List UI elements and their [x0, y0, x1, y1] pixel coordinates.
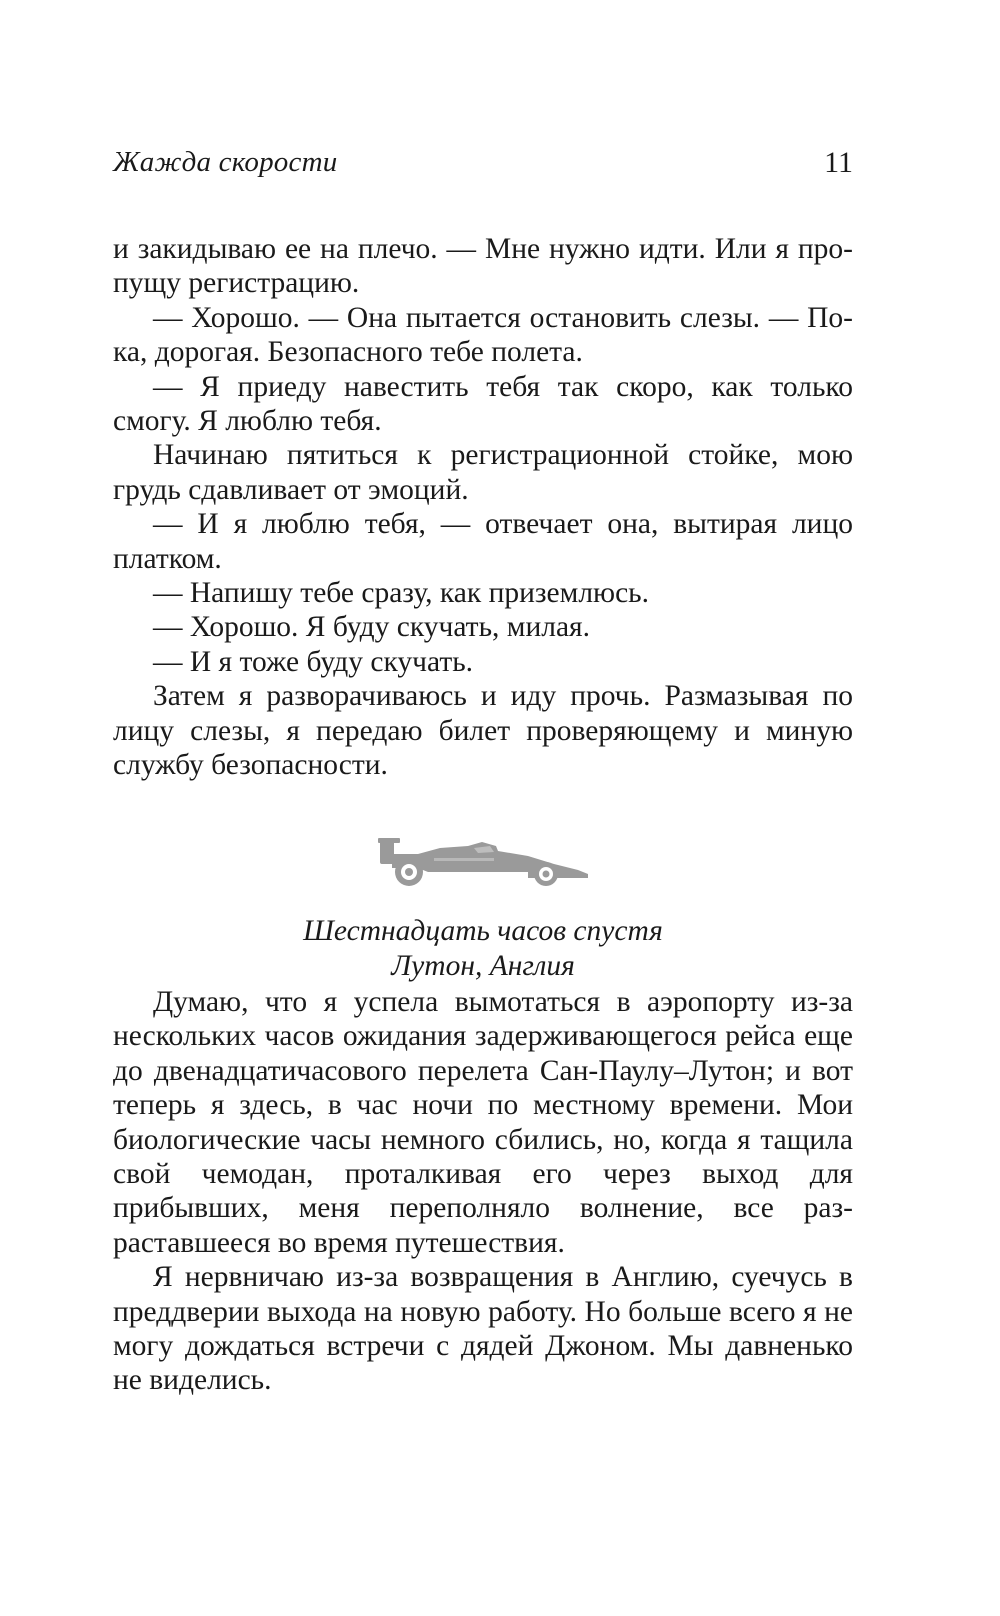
race-car-icon [378, 838, 588, 888]
paragraph: — Хорошо. Я буду скучать, милая. [153, 611, 590, 644]
paragraph: — Хорошо. — Она пытается остановить слезы. — Пока, дорогая. Безопасного тебе полета. [113, 301, 853, 369]
paragraph: — Я приеду навестить тебя так скоро, как только смогу. Я люблю тебя. [113, 370, 853, 438]
section-2-text [113, 985, 853, 1398]
running-title: Жажда скорости [113, 146, 338, 178]
paragraph: — И я тоже буду скучать. [153, 645, 474, 678]
paragraph: Я нервничаю из-за возвращения в Англию, суечусь в преддверии выхода на новую работу. Но больше всего я не могу дождаться встречи с дядей Джоном. Мы давненько не виделись. [113, 1261, 853, 1397]
section-1-text [113, 232, 853, 783]
paragraph: Начинаю пятиться к регистрационной стойке, мою грудь сдавливает от эмоций. [113, 439, 853, 506]
scene-heading [113, 914, 853, 983]
paragraph: Затем я разворачиваюсь и иду прочь. Размазывая по лицу слезы, я передаю билет проверяющему и миную службу безопасности. [113, 680, 853, 782]
scene-time: Шестнадцать часов спустя [303, 915, 663, 947]
paragraph: — Напишу тебе сразу, как приземлюсь. [153, 577, 649, 610]
page-header [113, 146, 853, 186]
paragraph: Думаю, что я успела вымотаться в аэропорту из-за нескольких часов ожидания задерживающегося рейса еще до двенадцатичасового перелета Сан-Паулу–Лутон; и вот теперь я здесь, в час ночи по местному времени. Мои биологические часы немного сбились, но, когда я тащила свой чемодан, проталкивая его через выход для прибывших, меня переполняло волнение, все разраставшееся во время путешествия. [113, 986, 853, 1259]
paragraph: и закидываю ее на плечо. — Мне нужно идти. Или я пропущу регистрацию. [113, 233, 853, 300]
paragraph: — И я люблю тебя, — отвечает она, вытирая лицо платком. [113, 508, 853, 575]
page-number: 11 [824, 146, 853, 179]
scene-place: Лутон, Англия [391, 949, 575, 982]
